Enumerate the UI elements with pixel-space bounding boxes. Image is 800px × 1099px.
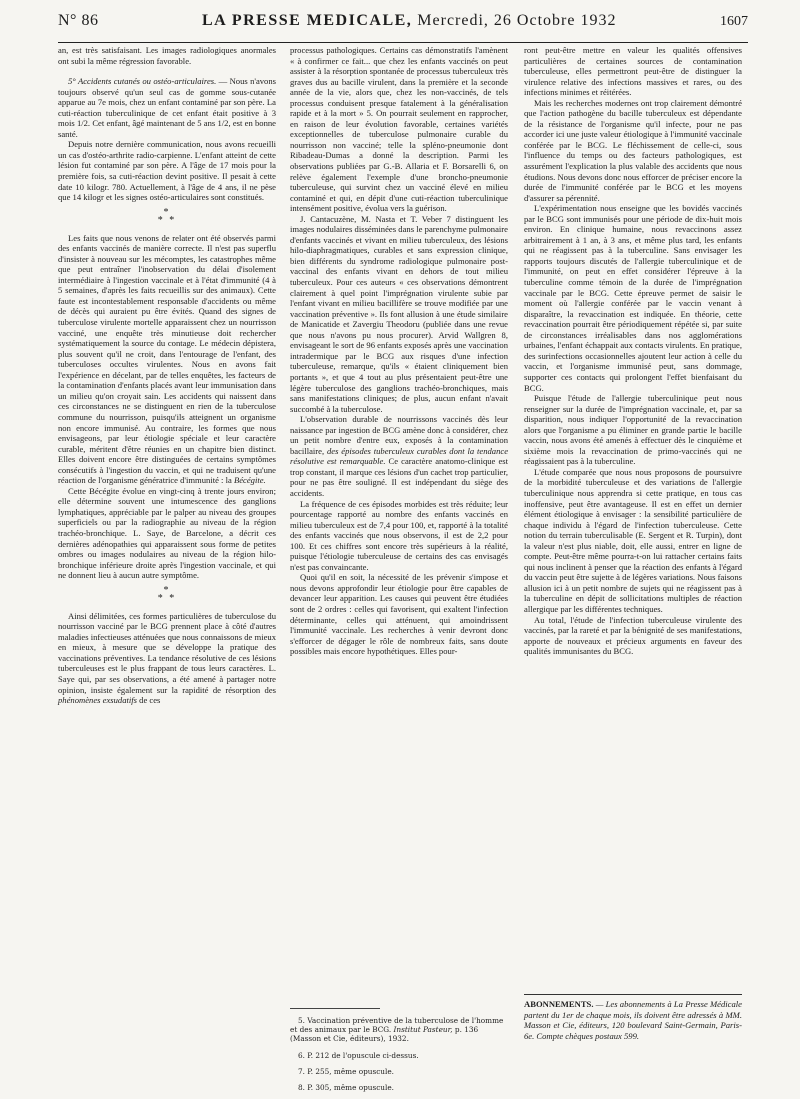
- paragraph: Depuis notre dernière communication, nous avons recueilli un cas d'ostéo-arthrite radio-carpienne. L'enfant atteint de cette lésion fut contaminé par son père. A l'âge de 17 mois pour la première fois, sa cuti-réaction devint positive. Il pesait à cette date 10 kilogr. 780. Actuellement, à l'âge de 4 ans, il ne pèse que 14 kilogr et les signes ostéo-articulaires sont constitués.: [58, 139, 276, 203]
- journal-masthead: [202, 12, 617, 30]
- footnote-rule: [290, 1008, 380, 1009]
- paragraph: Quoi qu'il en soit, la nécessité de les prévenir s'impose et nous devons approfondir leur étiologie pour être capables de devancer leur apparition. Les causes qui peuvent être étudiées sont de 2 ordres : celles qui favorisent, qui exaltent l'infection déterminante, celles qui atténuent, qui amoindrissent l'immunité vaccinale. Les recherches à venir devront donc s'efforcer de dégager le rôle de nombreux faits, sans doute possibles mais encore hypothétiques. Elles pour-: [290, 572, 508, 657]
- paragraph: Ainsi délimitées, ces formes particulières de tuberculose du nourrisson vacciné par le BCG prennent place à côté d'autres maladies infectieuses atténuées que nous connaissons de mieux en mieux, à mesure que se développe la pratique des vaccinations préventives. La tendance résolutive de ces lésions tuberculeuses est le plus frappant de tous leurs caractères. L. Saye qui, par ses observations, a été amené à partager notre opinion, insiste également sur la rapidité de résorption des phénomènes exsudatifs de ces: [58, 610, 276, 706]
- paragraph: Cette Bécégite évolue en vingt-cinq à trente jours environ; elle détermine souvent une intumescence des ganglions lymphatiques, appréciable par le palper au niveau des groupes superficiels ou par la radiographie au niveau de la région trachéo-bronchique. L. Saye, de Barcelone, a décrit ces dernières adénopathies qui apparaissent sous forme de petites ombres ou images nodulaires au niveau de la région hilo-bronchique inférieure droite après l'ingestion vaccinale, et qui ne donnent lieu à aucun autre symptôme.: [58, 485, 276, 581]
- page-number: 1607: [719, 14, 748, 29]
- paragraph: processus pathologiques. Certains cas démonstratifs l'amènent « à confirmer ce fait... que chez les enfants vaccinés on peut assister à la résorption spontanée de processus tuberculeux très graves dus au bacille virulent, dans la première et la seconde année de la vie, alors que, chez les non-vaccinés, de tels processus conduisent presque fatalement à la généralisation rapide et à la mort » 5. On pourrait seulement en rapprocher, en raison de leur évolution favorable, certaines variétés exceptionnelles de tuberculose pulmonaire curable du nourrisson non vacciné; telle la spléno-pneumonie dont Ribadeau-Dumas a donné la description. Parmi les observations publiées par G.-B. Allaria et F. Borsarelli 6, on relève également l'exemple d'une broncho-pneumonie tuberculeuse, qui survint chez un vacciné élevé en milieu contaminé et qui, en dépit d'une cuti-réaction tuberculinique intensément positive, évolua vers la guérison.: [290, 45, 508, 214]
- paragraph: an, est très satisfaisant. Les images radiologiques anormales ont subi la même régression favorable.: [58, 45, 276, 66]
- paragraph: L'étude comparée que nous nous proposons de poursuivre de la morbidité tuberculeuse et des variations de l'allergie tuberculinique nous apprendra si cette pratique, en tous cas inoffensive, peut être avantageuse. Il est en effet un dernier élément étiologique à envisager : la sensibilité particulière de chaque individu à l'égard de l'infection tuberculeuse. Cette notion du terrain tuberculisable (E. Sergent et R. Turpin), dont la valeur n'est plus niable, doit, elle aussi, entrer en ligne de compte. Peut-être même pourra-t-on lui rattacher certains faits qui nous inclinent à penser que la réaction des enfants à l'égard du vaccin peut être sujette à de légères variations. Nous faisons allusion ici à un petit nombre de sujets qui ne réagissent pas à la tuberculine en dépit de sollicitations multiples de réaction allergique par les différentes techniques.: [524, 466, 742, 614]
- column-1: [58, 45, 276, 706]
- section-heading: 5° Accidents cutanés ou ostéo-articulaires.: [68, 76, 217, 87]
- paragraph: ront peut-être mettre en valeur les qualités offensives particulières de certaines sources de contamination tuberculeuse, elles permettront peut-être de distinguer la virulence relative des infections massives et rares, ou des infections minimes et réitérées.: [524, 45, 742, 98]
- section-separator: * * *: [157, 584, 177, 604]
- subscriptions-label: ABONNEMENTS.: [524, 999, 594, 1009]
- paragraph-cutaneous: 5° Accidents cutanés ou ostéo-articulaires. — Nous n'avons toujours observé qu'un seul cas de gomme sous-cutanée apparue au 7e mois, chez un enfant contaminé par son père. La cuti-réaction tuberculinique de cet enfant était positive à 3 mois 1/2. Cet enfant, âgé maintenant de 5 ans 1/2, est en bonne santé.: [58, 76, 276, 139]
- paragraph: Mais les recherches modernes ont trop clairement démontré que l'action pathogène du bacille tuberculeux est dépendante de la résistance de l'organisme qu'il infecte, pour ne pas accorder ici une juste valeur étiologique à l'immunité vaccinale conférée par le BCG. Le fléchissement de celle-ci, sous l'influence du temps ou des facteurs pathologiques, est assurément l'explication la plus valable des accidents que nous étudions. Nous devons donc nous efforcer de préciser encore la durée de l'immunité conférée par le BCG et les moyens d'assurer sa pérennité.: [524, 97, 742, 203]
- page-header: [58, 12, 748, 43]
- paragraph: Puisque l'étude de l'allergie tuberculinique peut nous renseigner sur la durée de l'imprégnation vaccinale, et, par sa disparition, nous indiquer l'opportunité de la revaccination alors que l'organisme a pu éliminer en grande partie le bacille vaccin, nous avons été amenés à effectuer dès le cinquième et sixième mois la revaccination de primo-vaccinés qui ne réagissaient pas à la tuberculine.: [524, 393, 742, 467]
- footnotes: [290, 1000, 508, 1099]
- paragraph: Les faits que nous venons de relater ont été observés parmi des enfants vaccinés de manière correcte. Il n'est pas superflu d'insister à nouveau sur les mécomptes, les catastrophes même que peut entraîner l'inobservation du délai d'isolement intermédiaire à l'ingestion vaccinale et à l'état d'immunité (4 à 5 semaines, d'après les faits recueillis sur des animaux). Cette faute est incontestablement responsable d'accidents ou même de décès qui auraient pu être évités. Quand des signes de tuberculose virulente mortelle apparaissent chez un nourrisson vacciné, une enquête très minutieuse doit rechercher systématiquement la source du contage. Le médecin dépistera, plus souvent qu'il ne croit, dans l'entourage de l'enfant, des tuberculoses occultes virulentes. Nous en avons fait l'expérience en décelant, par de telles enquêtes, les facteurs de la contamination d'enfants placés avant leur immunisation dans un milieu qu'on croyait sain. Les accidents qui naissent dans ces circonstances ne se distinguent en rien de la tuberculose commune du nourrisson, puisqu'ils atteignent un organisme non encore immunisé. Au contraire, les formes que nous envisageons, par leur étiologie spéciale et leur caractère curable, méritent d'être réunies en un chapitre bien distinct. Elles doivent encore être distinguées de certains symptômes consécutifs à l'ingestion du vaccin, et qui ne traduisent qu'une réaction de l'organisme génératrice d'immunité : la Bécégite.: [58, 232, 276, 486]
- journal-title: LA PRESSE MEDICALE,: [201, 12, 413, 29]
- column-2: [290, 45, 508, 657]
- issue-number: N° 86: [58, 12, 99, 29]
- issue-date: Mercredi, 26 Octobre 1932: [417, 12, 617, 29]
- footnote-8: 8. P. 305, même opuscule.: [298, 1083, 394, 1093]
- paragraph: La fréquence de ces épisodes morbides est très réduite; leur pourcentage rapporté au nombre des enfants vaccinés en milieu tuberculeux est de 7,4 pour 100, et, rapporté à la totalité des enfants vaccinés que nous observons, il est de 2,2 pour 100. Et ces chiffres sont encore très supérieurs à la réalité, puisque l'étiologie tuberculeuse de certains des cas envisagés n'est pas convaincante.: [290, 498, 508, 572]
- footnote-7: 7. P. 255, même opuscule.: [298, 1066, 394, 1076]
- paragraph: J. Cantacuzène, M. Nasta et T. Veber 7 distinguent les images nodulaires disséminées dans le parenchyme pulmonaire d'enfants vaccinés et vivant en milieu tuberculeux, des lésions hilo-diaphragmatiques, curables et sans expression clinique, bien différents du syndrome radiologique pulmonaire post-vaccinal des enfants vivant en dehors de tout milieu tuberculeux. Pour ces auteurs « ces observations démontrent clairement à quel point l'imprégnation virulente subie par l'enfant vivant en milieu bacillifère se trouve modifiée par une vaccination préventive ». Ils font allusion à une étude similaire de Manicatide et Zavergiu Theodoru (publiée dans une revue que nous n'avons pu nous procurer). Arvid Wallgren 8, envisageant le sort de 96 enfants exposés après une vaccination intradermique par le BCG aux risques d'une infection tuberculeuse, remarque, qu'ils « étaient cliniquement bien portants », et que 4 tout au plus présentaient peut-être une légère tuberculose des ganglions trachéo-bronchiques, mais sans manifestations cliniques; de plus, aucun enfant n'avait succombé à la tuberculose.: [290, 213, 508, 414]
- footnote-6: 6. P. 212 de l'opuscule ci-dessus.: [298, 1050, 419, 1060]
- paragraph: Au total, l'étude de l'infection tuberculeuse virulente des vaccinés, par la rareté et par la bénignité de ses manifestations, apporte de nouveaux et précieux arguments en faveur des qualités immunisantes du BCG.: [524, 614, 742, 657]
- paragraph: L'observation durable de nourrissons vaccinés dès leur naissance par ingestion de BCG amène donc à considérer, chez un petit nombre d'entre eux, exposés à la contamination bacillaire, des épisodes tuberculeux curables dont la tendance résolutive est remarquable. Ce caractère anatomo-clinique est trop constant, il marque ces lésions d'un cachet trop particulier, pour ne pas être souligné. Il est indépendant du siège des accidents.: [290, 414, 509, 498]
- subscriptions-notice: ABONNEMENTS. — Les abonnements à La Presse Médicale partent du 1er de chaque mois, ils doivent être adressés à MM. Masson et Cie, éditeurs, 120 boulevard Saint-Germain, Paris-6e. Compte chèques postaux 599.: [524, 994, 742, 1042]
- column-3: [524, 45, 742, 657]
- paragraph: L'expérimentation nous enseigne que les bovidés vaccinés par le BCG sont immunisés pour une période de dix-huit mois environ. En clinique humaine, nous revaccinons assez arbitrairement à 1 an, à 3 ans, et même plus tard, les enfants qui ne réagissent pas à la tuberculine. Sans envisager les rapports toujours discutés de l'allergie tuberculinique et de l'immunité, on peut en effet considérer l'épreuve à la tuberculine comme témoin de la durée de l'imprégnation vaccinale par le BCG. Cette épreuve permet de saisir le moment où l'allergie conférée par le vaccin venant à disparaître, la revaccination est indiquée. En théorie, cette revaccination pourrait être périodiquement répétée si, par suite de circonstances irréalisables dans nos agglomérations urbaines, l'enfant échappait aux contacts virulents. En pratique, des surinfections occasionnelles ajoutent leur action à celle du vaccin, et l'organisme immunisé peut, sans dommage, supporter ces contacts qui prolongent l'effet bienfaisant du BCG.: [524, 203, 742, 393]
- section-separator: * * *: [157, 206, 177, 226]
- footnote-5: 5. Vaccination préventive de la tuberculose de l'homme et des animaux par le BCG. Institut Pasteur, p. 136 (Masson et Cie, éditeurs), 1932.: [290, 1016, 504, 1044]
